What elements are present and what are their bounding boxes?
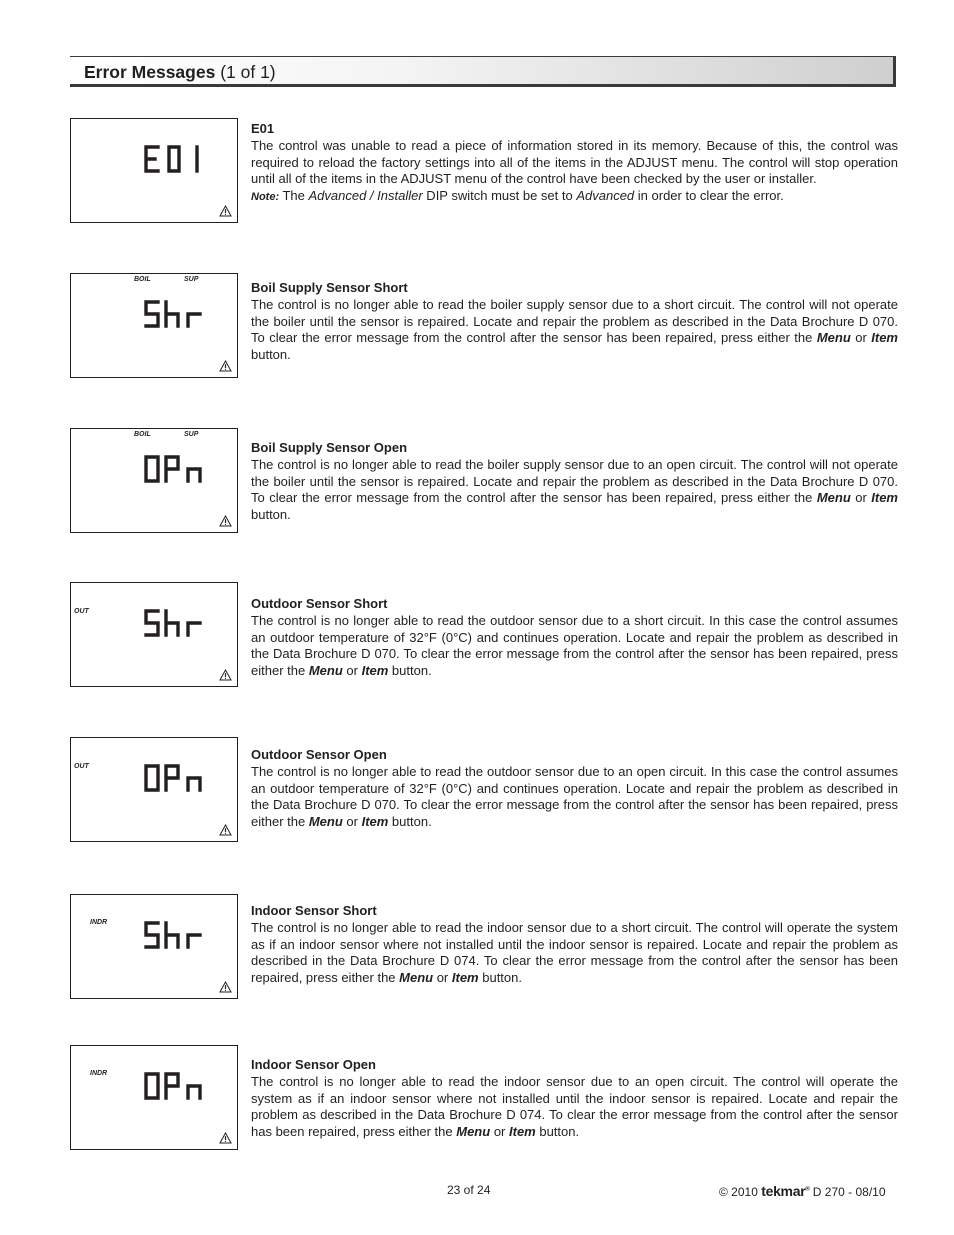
footer-copyright: © 2010 tekmar® D 270 - 08/10 — [719, 1183, 886, 1199]
lcd-label-out: OUT — [74, 608, 89, 615]
menu-button-ref: Menu — [816, 490, 851, 506]
lcd-label-sup: SUP — [184, 431, 199, 438]
error-title: Indoor Sensor Short — [251, 903, 377, 918]
lcd-display — [70, 894, 238, 999]
lcd-digits — [141, 453, 207, 485]
lcd-digits — [141, 607, 207, 639]
lcd-display — [70, 273, 238, 378]
error-description: Outdoor Sensor Short The control is no longer able to read the outdoor sensor due to a short circuit. In this case the control assumes an outdoor temperature of 32°F (0°C) and continues operation. Locate and repair the problem as described in the Data Brochure D 070. To clear the error message from the control after the sensor has been repaired, press either the Menu or Item button. — [251, 596, 898, 679]
item-button-ref: Item — [871, 330, 898, 346]
menu-button-ref: Menu — [308, 814, 343, 830]
warning-icon — [219, 669, 232, 681]
warning-icon — [219, 360, 232, 372]
error-title: Outdoor Sensor Open — [251, 747, 387, 762]
error-title: Outdoor Sensor Short — [251, 596, 388, 611]
error-title: Indoor Sensor Open — [251, 1057, 376, 1072]
menu-button-ref: Menu — [399, 970, 434, 986]
warning-icon — [219, 824, 232, 836]
lcd-digits — [141, 298, 207, 330]
item-button-ref: Item — [451, 970, 479, 986]
lcd-digits — [141, 919, 207, 951]
lcd-display — [70, 428, 238, 533]
item-button-ref: Item — [871, 490, 898, 506]
lcd-label-indr: INDR — [90, 919, 108, 926]
warning-icon — [219, 205, 232, 217]
error-description: Outdoor Sensor Open The control is no longer able to read the outdoor sensor due to an open circuit. In this case the control assumes an outdoor temperature of 32°F (0°C) and continues operation. Locate and repair the problem as described in the Data Brochure D 070. To clear the error message from the control after the sensor has been repaired, press either the Menu or Item button. — [251, 747, 898, 830]
lcd-display — [70, 118, 238, 223]
lcd-label-indr: INDR — [90, 1070, 108, 1077]
lcd-label-boil: BOIL — [134, 276, 151, 283]
error-description: Indoor Sensor Short The control is no longer able to read the indoor sensor due to a short circuit. The control will operate the system as if an indoor sensor where not installed until the indoor sensor is repaired. Locate and repair the problem as described in the Data Brochure D 074. To clear the error message from the control after the sensor has been repaired, press either the Menu or Item button. — [251, 903, 898, 986]
lcd-display — [70, 1045, 238, 1150]
lcd-digits — [141, 1070, 207, 1102]
error-description: E01 The control was unable to read a piece of information stored in its memory. Because of this, the control was required to reload the factory settings into all of the items in the ADJUST menu. The control will stop operation until all of the items in the ADJUST menu of the control have been checked by the user or installer. Note: The Advanced / Installer DIP switch must be set to Advanced in order to clear the error. — [251, 121, 898, 204]
error-description: Boil Supply Sensor Short The control is no longer able to read the boiler supply sensor due to a short circuit. The control will not operate the boiler until the sensor is repaired. Locate and repair the problem as described in the Data Brochure D 070. To clear the error message from the control after the sensor has been repaired, press either the Menu or Item button. — [251, 280, 898, 363]
page-number: 23 of 24 — [447, 1183, 491, 1197]
lcd-digits — [141, 143, 207, 175]
section-header — [70, 56, 896, 87]
error-title: Boil Supply Sensor Short — [251, 280, 408, 295]
warning-icon — [219, 981, 232, 993]
warning-icon — [219, 515, 232, 527]
error-title: Boil Supply Sensor Open — [251, 440, 408, 455]
dip-switch-name: Advanced / Installer — [308, 188, 423, 204]
document-id: D 270 - 08/10 — [809, 1185, 886, 1199]
error-description: Boil Supply Sensor Open The control is no longer able to read the boiler supply sensor due to an open circuit. The control will not operate the boiler until the sensor is repaired. Locate and repair the problem as described in the Data Brochure D 070. To clear the error message from the control after the sensor has been repaired, press either the Menu or Item button. — [251, 440, 898, 523]
menu-button-ref: Menu — [456, 1124, 491, 1140]
note-label: Note: — [251, 191, 280, 204]
item-button-ref: Item — [361, 663, 389, 679]
page-title: Error Messages (1 of 1) — [84, 62, 276, 82]
lcd-digits — [141, 762, 207, 794]
lcd-label-boil: BOIL — [134, 431, 151, 438]
error-title: E01 — [251, 121, 275, 136]
item-button-ref: Item — [361, 814, 389, 830]
brand-logo: tekmar® — [761, 1183, 810, 1199]
error-description: Indoor Sensor Open The control is no longer able to read the indoor sensor due to an open circuit. The control will operate the system as if an indoor sensor where not installed until the indoor sensor is repaired. Locate and repair the problem as described in the Data Brochure D 074. To clear the error message from the control after the sensor has been repaired, press either the Menu or Item button. — [251, 1057, 898, 1140]
lcd-label-sup: SUP — [184, 276, 199, 283]
item-button-ref: Item — [509, 1124, 536, 1140]
menu-button-ref: Menu — [816, 330, 851, 346]
warning-icon — [219, 1132, 232, 1144]
lcd-display — [70, 582, 238, 687]
lcd-label-out: OUT — [74, 763, 89, 770]
menu-button-ref: Menu — [308, 663, 343, 679]
error-body: The control was unable to read a piece of information stored in its memory. Because of this, the control was required to reload the factory settings into all of the items in the ADJUST menu. The control will stop operation until all of the items in the ADJUST menu of the control have been checked by the user or installer. — [251, 137, 898, 187]
lcd-display — [70, 737, 238, 842]
